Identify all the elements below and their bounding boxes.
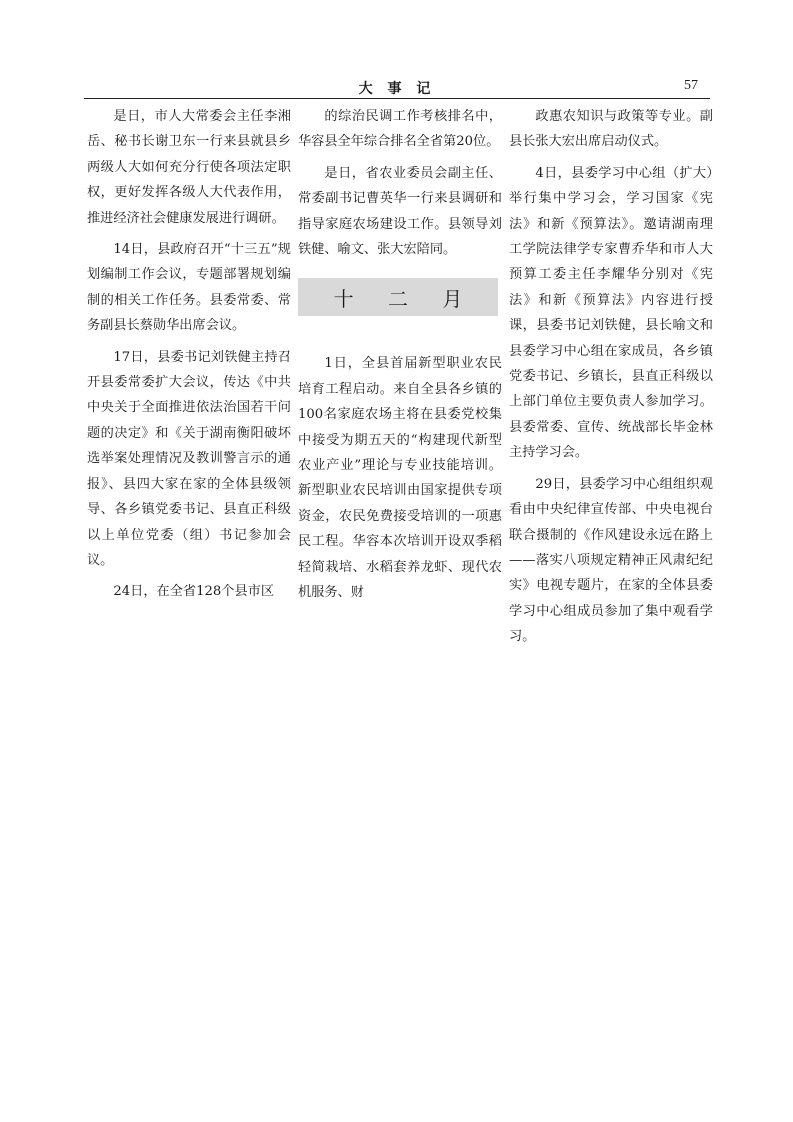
text-column-3 [509,104,713,657]
paragraph: 17日，县委书记刘铁健主持召开县委常委扩大会议，传达《中共中央关于全面推进依法治国若干问题的决定》和《关于湖南衡阳破坏选举案处理情况及教训警言示的通报》、县四大家在家的全体县级领导、各乡镇党委书记、县直正科级以上单位党委（组）书记参加会议。 [87,349,291,568]
paragraph: 的综治民调工作考核排名中，华容县全年综合排名全省第20位。 [298,109,502,150]
paragraph: 14日，县政府召开“十三五”规划编制工作会议，专题部署规划编制的相关工作任务。县委常委、常务副县长蔡勋华出席会议。 [87,242,291,334]
paragraph: 24日，在全省128个县市区 [113,584,275,600]
page-number: 57 [684,78,698,93]
page-header [84,76,710,99]
text-column-1 [87,104,291,612]
paragraph: 29日，县委学习中心组组织观看由中央纪律宣传部、中央电视台联合摄制的《作风建设永远在路上——落实八项规定精神正风肃纪纪实》电视专题片，在家的全体县委学习中心组成员参加了集中观看学习。 [509,476,713,645]
paragraph: 是日，市人大常委会主任李湘岳、秘书长谢卫东一行来县就县乡两级人大如何充分行使各项法定职权，更好发挥各级人大代表作用，推进经济社会健康发展进行调研。 [87,109,291,226]
paragraph: 是日，省农业委员会副主任、常委副书记曹英华一行来县调研和指导家庭农场建设工作。县领导刘铁健、喻文、张大宏陪同。 [298,165,502,258]
paragraph: 政惠农知识与政策等专业。副县长张大宏出席启动仪式。 [509,109,713,150]
text-column-2 [298,104,502,613]
section-title: 大 事 记 [358,81,436,97]
month-heading: 十 二 月 [298,278,498,316]
paragraph: 4日，县委学习中心组（扩大）举行集中学习会，学习国家《宪法》和新《预算法》。邀请湖南理工学院法律学专家曹乔华和市人大预算工委主任李耀华分别对《宪法》和新《预算法》内容进行授课，县委书记刘铁健，县长喻文和县委学习中心组在家成员，各乡镇党委书记、乡镇长，县直正科级以上部门单位主要负责人参加学习。县委常委、宣传、统战部长毕金林主持学习会。 [509,165,713,461]
paragraph: 1日，全县首届新型职业农民培育工程启动。来自全县各乡镇的100名家庭农场主将在县委党校集中接受为期五天的“构建现代新型农业产业”理论与专业技能培训。新型职业农民培训由国家提供专项资金，农民免费接受培训的一项惠民工程。华容本次培训开设双季稻轻简栽培、水稻套养龙虾、现代农机服务、财 [298,356,502,601]
